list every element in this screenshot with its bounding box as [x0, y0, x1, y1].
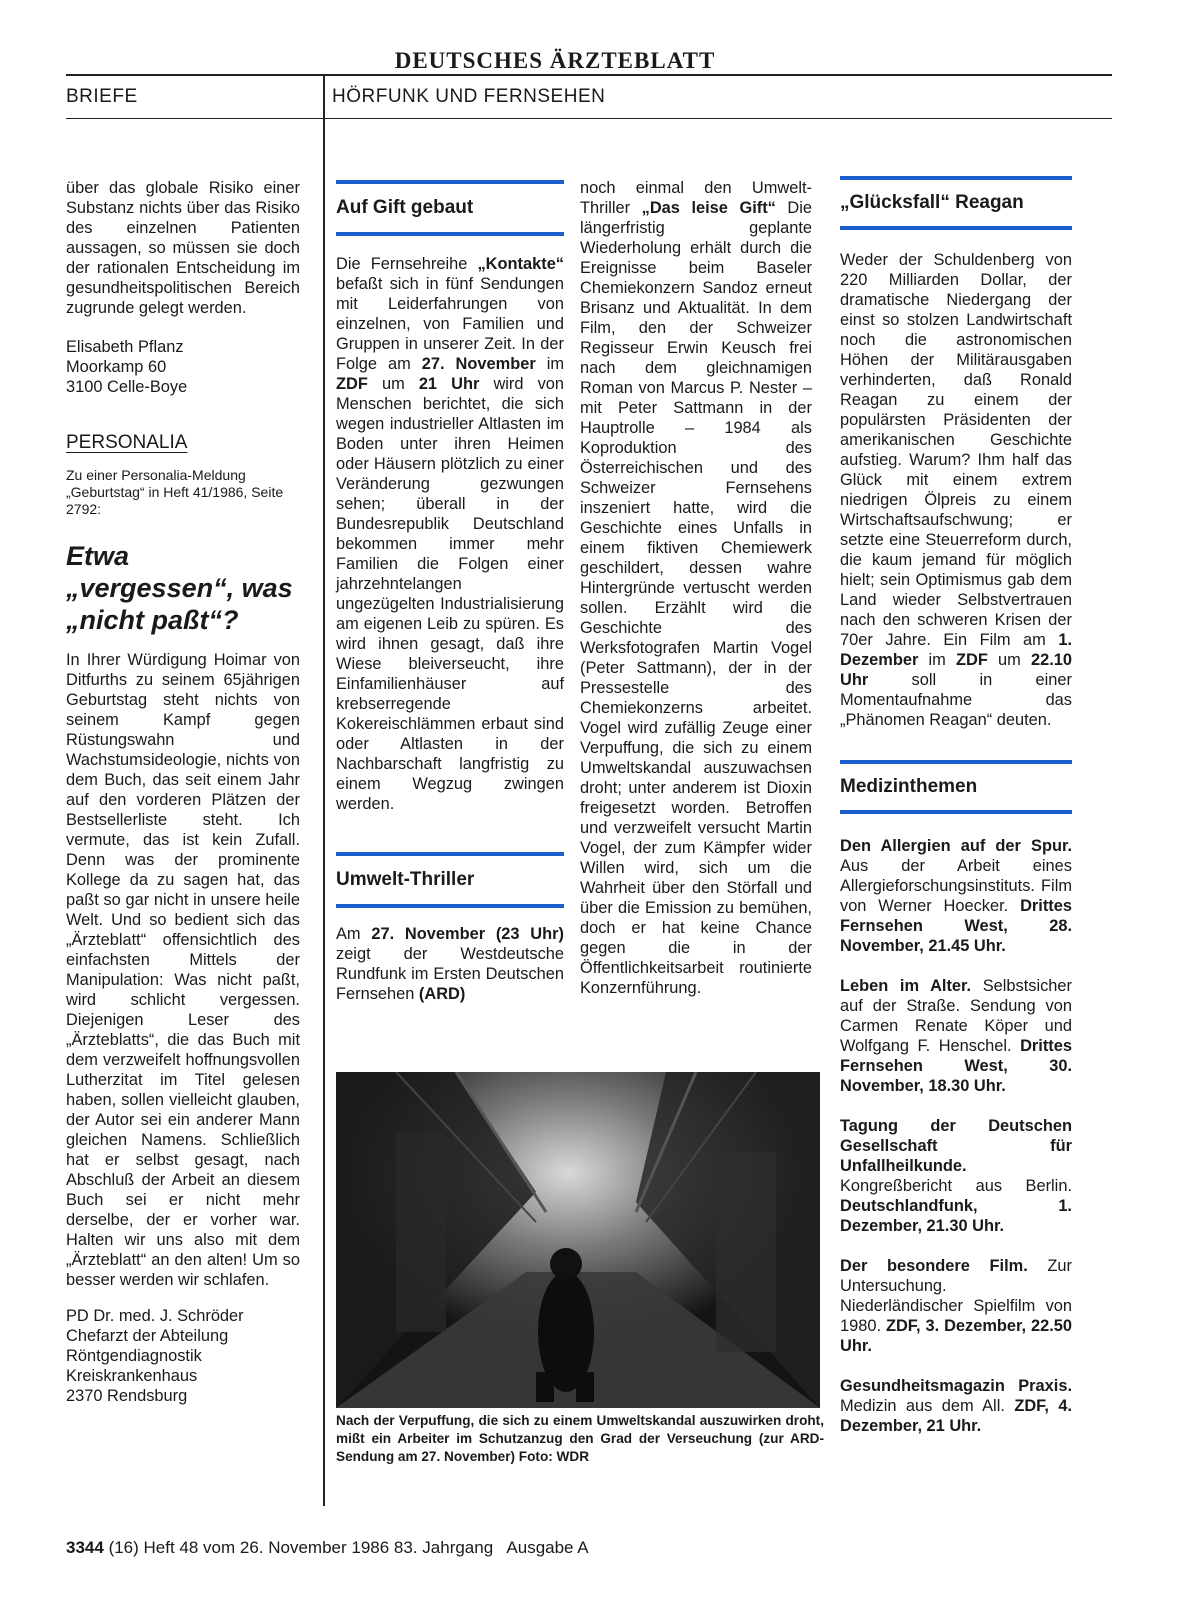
gift-heading: Auf Gift gebaut	[336, 197, 474, 218]
personalia-intro: Zu einer Personalia-Meldung „Geburtstag“ in Heft 41/1986, Seite 2792:	[66, 467, 284, 517]
thriller-column	[580, 178, 812, 998]
masthead-rule	[66, 74, 1112, 76]
issue-info: (16) Heft 48 vom 26. November 1986 83. Jahrgang Ausgabe A	[108, 1538, 589, 1557]
list-item: Der besondere Film. Zur Untersuchung. Niederländischer Spielfilm von 1980. ZDF, 3. Dezember, 22.50 Uhr.	[840, 1257, 1073, 1355]
personalia-label: PERSONALIA	[66, 432, 188, 453]
letter2-author: PD Dr. med. J. Schröder Chefarzt der Abteilung Röntgendiagnostik Kreiskrankenhaus 2370 Rendsburg	[66, 1307, 244, 1405]
list-item: Gesundheitsmagazin Praxis. Medizin aus dem All. ZDF, 4. Dezember, 21 Uhr.	[840, 1377, 1072, 1435]
list-item: Tagung der Deutschen Gesellschaft für Unfallheilkunde. Kongreßbericht aus Berlin. Deutschlandfunk, 1. Dezember, 21.30 Uhr.	[840, 1117, 1072, 1235]
section-hoerfunk: HÖRFUNK UND FERNSEHEN	[332, 86, 606, 107]
letters-column	[66, 178, 300, 1406]
letter-headline: Etwa „vergessen“, was „nicht paßt“?	[66, 541, 293, 635]
reagan-heading: „Glücksfall“ Reagan	[840, 192, 1024, 213]
blue-rule	[840, 176, 1072, 180]
thriller-text: noch einmal den Umwelt-Thriller „Das leise Gift“ Die längerfristig geplante Wiederholung erhält durch die Ereignisse beim Baseler Chemiekonzern Sandoz erneut Brisanz und Aktualität. In dem Film, den der Schweizer Regisseur Erwin Keusch frei nach dem gleichnamigen Roman von Marcus P. Nester – mit Peter Sattmann in der Hauptrolle – 1984 als Koproduktion des Österreichischen und des Schweizer Fernsehens inszeniert hatte, wird die Geschichte eines Unfalls in einem fiktiven Chemiewerk geschildert, dessen wahre Hintergründe vertuscht werden sollen. Erzählt wird die Geschichte des Werksfotografen Martin Vogel (Peter Sattmann), der in der Pressestelle des Chemiekonzerns arbeitet. Vogel wird zufällig Zeuge einer Verpuffung, die sich zu einem Umweltskandal auszuwachsen droht; unter anderem ist Dioxin freigesetzt worden. Betroffen und verzweifelt versucht Martin Vogel, der zum Kämpfer wider Willen wird, sich um die Wahrheit über den Störfall und über die Emission zu bemühen, doch er hat keine Chance gegen die in der Öffentlichkeitsarbeit routinierte Konzernführung.	[580, 179, 812, 997]
blue-rule	[840, 226, 1072, 230]
letter-author: Elisabeth Pflanz Moorkamp 60 3100 Celle-Boye	[66, 338, 188, 396]
section-rule	[66, 118, 1112, 119]
reagan-text: Weder der Schuldenberg von 220 Milliarden Dollar, der dramatische Niedergang der einst so stolzen Landwirtschaft noch die astronomischen Höhen der Militärausgaben verhinderten, daß Ronald Reagan zu einem der populärsten Präsidenten der amerikanischen Geschichte aufstieg. Warum? Ihm half das Glück mit einem extrem niedrigen Ölpreis zu einem Wirtschaftsaufschwung; er setzte eine Steuerreform durch, die kaum jemand für möglich hielt; sein Optimismus gab dem Land wieder Selbstvertrauen nach den schweren Krisen der 70er Jahre. Ein Film am 1. Dezember im ZDF um 22.10 Uhr soll in einer Momentaufnahme das „Phänomen Reagan“ deuten.	[840, 251, 1072, 729]
gift-column	[336, 180, 564, 814]
blue-rule	[840, 810, 1072, 814]
medizin-heading: Medizinthemen	[840, 776, 978, 797]
column-divider	[323, 76, 325, 1506]
worker-photo	[336, 1072, 820, 1408]
thriller-heading: Umwelt-Thriller	[336, 869, 475, 890]
thriller-intro: Am 27. November (23 Uhr) zeigt der Westdeutsche Rundfunk im Ersten Deutschen Fernsehen (ARD)	[336, 925, 564, 1003]
right-column	[840, 176, 1072, 1456]
masthead: DEUTSCHES ÄRZTEBLATT	[394, 48, 716, 73]
letter-body: In Ihrer Würdigung Hoimar von Ditfurths zu seinem 65jährigen Geburtstag steht nichts von seinem Kampf gegen Rüstungswahn und Wachstumsideologie, nichts von dem Buch, das seit einem Jahr auf den vorderen Plätzen der Bestsellerliste steht. Ich vermute, das ist kein Zufall. Denn was der prominente Kollege da zu sagen hat, das paßt so gar nicht in unsere heile Welt. Und so bedient sich das „Ärzteblatt“ offensichtlich des einfachsten Mittels der Manipulation: Was nicht paßt, wird schlicht vergessen. Diejenigen Leser des „Ärzteblatts“, die das Buch mit dem verzweifelt hoffnungsvollen Lutherzitat im Titel gelesen haben, sollen vielleicht glauben, der Autor sei ein anderer Mann gleichen Namens. Schließlich hat er selbst gesagt, nach Abschluß der Arbeit an diesem Buch sei er nicht mehr derselbe, der er vorher war. Halten wir uns also mit dem „Ärzteblatt“ an den alten! Um so besser werden wir schlafen.	[66, 651, 300, 1289]
blue-rule	[336, 904, 564, 908]
page-footer	[66, 1538, 589, 1558]
gift-text: Die Fernsehreihe „Kontakte“ befaßt sich in fünf Sendungen mit Leiderfahrungen von einzelnen, von Familien und Gruppen in unserer Zeit. In der Folge am 27. November im ZDF um 21 Uhr wird von Menschen berichtet, die sich wegen industrieller Altlasten im Boden unter ihren Heimen oder Häusern plötzlich zu einer Veränderung gezwungen sehen; überall in der Bundesrepublik Deutschland bekommen immer mehr Familien die Folgen einer jahrzehntelangen ungezügelten Industrialisierung am eigenen Leib zu spüren. Es wird ihnen gesagt, daß ihre Wiese bleiverseucht, ihre Einfamilienhäuser auf krebserregende Kokereischlämmen erbaut sind oder Altlasten in der Nachbarschaft langfristig zu einem Wegzug zwingen werden.	[336, 255, 564, 813]
blue-rule	[336, 852, 564, 856]
letter-text: über das globale Risiko einer Substanz nichts über das Risiko des einzelnen Patienten aussagen, so müssen sie doch der rationalen Entscheidung im gesundheitspolitischen Bereich zugrunde gelegt werden.	[66, 179, 300, 317]
medizin-list	[840, 836, 1072, 1436]
list-item: Den Allergien auf der Spur. Aus der Arbeit eines Allergieforschungsinstituts. Film von Werner Hoecker. Drittes Fernsehen West, 28. November, 21.45 Uhr.	[840, 837, 1072, 955]
section-briefe: BRIEFE	[66, 86, 138, 107]
blue-rule	[840, 760, 1072, 764]
page-number: 3344	[66, 1538, 104, 1557]
thriller-start	[336, 852, 564, 1004]
photo-caption: Nach der Verpuffung, die sich zu einem Umweltskandal auszuwirken droht, mißt ein Arbeiter im Schutzanzug den Grad der Verseuchung (zur ARD-Sendung am 27. November) Foto: WDR	[336, 1413, 824, 1464]
blue-rule	[336, 180, 564, 184]
list-item: Leben im Alter. Selbstsicher auf der Straße. Sendung von Carmen Renate Köper und Wolfgang F. Henschel. Drittes Fernsehen West, 30. November, 18.30 Uhr.	[840, 977, 1072, 1095]
blue-rule	[336, 232, 564, 236]
